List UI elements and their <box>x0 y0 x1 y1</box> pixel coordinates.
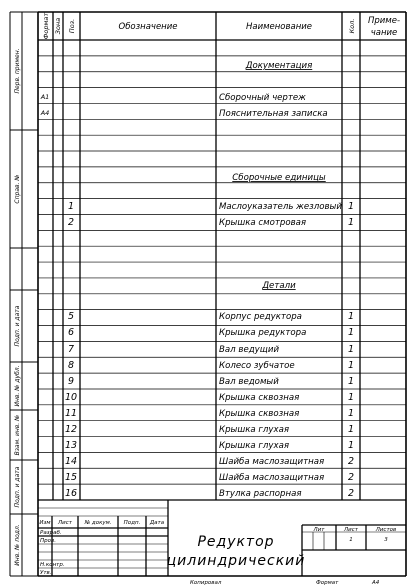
row-qty: 2 <box>347 488 355 499</box>
section-assembly-units: Сборочные единицы <box>232 173 326 183</box>
sidebar-ref-no: Справ. № <box>14 174 21 204</box>
row-pos: 9 <box>67 376 75 387</box>
table-row <box>65 440 354 451</box>
row-qty: 2 <box>347 456 355 467</box>
table-header <box>42 13 400 40</box>
row-name: Шайба маслозащитная <box>219 457 325 467</box>
table-row <box>68 311 354 322</box>
row-pos: 7 <box>67 344 75 355</box>
header-designation: Обозначение <box>118 22 178 32</box>
row-qty: 2 <box>347 472 355 483</box>
row-name: Крышка сквозная <box>219 393 300 403</box>
row-name: Крышка глухая <box>219 441 290 451</box>
footer-format-label: Формат <box>316 580 339 586</box>
tb-title-line2: цилиндрический <box>166 553 306 569</box>
row-name: Сборочный чертеж <box>219 93 306 103</box>
row-qty: 1 <box>347 376 355 387</box>
header-note-line1: Приме- <box>367 16 401 26</box>
tb-col-date: Дата <box>149 520 165 526</box>
row-qty: 1 <box>347 360 355 371</box>
row-qty: 1 <box>347 327 355 338</box>
table-row <box>68 360 354 371</box>
sidebar-sign-date-1: Подп. и дата <box>14 305 21 347</box>
row-qty: 1 <box>347 440 355 451</box>
row-name: Крышка смотровая <box>219 218 307 228</box>
title-block <box>38 500 406 576</box>
row-name: Корпус редуктора <box>219 312 302 322</box>
row-pos: 5 <box>67 311 75 322</box>
row-pos: 2 <box>67 217 75 228</box>
row-pos: 11 <box>64 408 78 419</box>
row-pos: 16 <box>64 488 78 499</box>
table-row <box>65 392 354 403</box>
tb-sheet-value: 1 <box>349 537 353 543</box>
row-pos: 6 <box>67 327 75 338</box>
row-qty: 1 <box>347 424 355 435</box>
table-row <box>65 488 354 499</box>
header-pos: Поз. <box>68 18 76 34</box>
row-name: Шайба маслозащитная <box>219 473 325 483</box>
row-format: А4 <box>40 109 50 117</box>
row-pos: 15 <box>64 472 78 483</box>
table-grid-rows <box>38 56 406 484</box>
tb-approved: Утв. <box>40 570 52 576</box>
sidebar-dup-inv: Инв. № дубл. <box>14 365 21 407</box>
sheet-footer <box>190 580 380 586</box>
sidebar-first-use: Перв. примен. <box>14 48 21 94</box>
table-row <box>68 327 354 338</box>
tb-col-doc-no: № докум. <box>84 520 112 526</box>
sidebar-sign-date-2: Подп. и дата <box>14 466 21 508</box>
row-name: Вал ведущий <box>219 345 280 355</box>
header-qty: Кол. <box>348 18 356 34</box>
table-row <box>40 109 328 119</box>
documentation-list <box>40 93 328 119</box>
sidebar-orig-inv: Инв. № подл. <box>14 524 21 566</box>
tb-lit-label: Лит <box>313 527 325 533</box>
tb-col-sign: Подп. <box>123 520 141 526</box>
footer-copied: Копировал <box>190 580 222 586</box>
tb-sheets-label: Листов <box>375 527 397 533</box>
header-note-line2: чание <box>370 28 398 38</box>
table-row <box>65 408 354 419</box>
tb-col-sheet: Лист <box>58 520 72 526</box>
row-name: Втулка распорная <box>219 489 302 499</box>
table-row <box>68 217 354 228</box>
tb-col-change: Изм <box>39 520 51 526</box>
tb-sheet-label: Лист <box>344 527 358 533</box>
table-row <box>65 456 354 467</box>
row-qty: 1 <box>347 392 355 403</box>
row-name: Маслоуказатель жезловый <box>219 202 342 212</box>
section-documentation: Документация <box>245 61 313 71</box>
table-row <box>65 472 354 483</box>
row-pos: 10 <box>64 392 78 403</box>
tb-title-line1: Редуктор <box>197 534 275 550</box>
header-name: Наименование <box>245 22 313 32</box>
row-pos: 1 <box>67 201 75 212</box>
row-name: Пояснительная записка <box>219 109 328 119</box>
row-name: Колесо зубчатое <box>219 361 295 371</box>
tb-developed: Разраб. <box>40 530 62 536</box>
table-row <box>68 376 354 387</box>
row-qty: 1 <box>347 217 355 228</box>
row-name: Крышка сквозная <box>219 409 300 419</box>
row-qty: 1 <box>347 311 355 322</box>
row-name: Вал ведомый <box>219 377 279 387</box>
row-pos: 14 <box>64 456 78 467</box>
table-row <box>65 424 354 435</box>
row-qty: 1 <box>347 344 355 355</box>
sidebar-replaces-inv: Взам. инв. № <box>14 414 21 456</box>
footer-format-value: А4 <box>372 580 380 586</box>
row-qty: 1 <box>347 201 355 212</box>
row-pos: 8 <box>67 360 75 371</box>
row-pos: 12 <box>64 424 78 435</box>
row-name: Крышка глухая <box>219 425 290 435</box>
row-format: А1 <box>40 93 50 101</box>
sidebar-labels <box>14 48 21 565</box>
table-row <box>68 201 354 212</box>
tb-checked: Пров. <box>40 538 56 544</box>
row-name: Крышка редуктора <box>219 328 307 338</box>
tb-sheets-value: 3 <box>384 537 388 543</box>
header-format: Формат <box>42 12 50 40</box>
section-details: Детали <box>262 281 296 291</box>
tb-norm-control: Н.контр. <box>40 562 65 568</box>
row-qty: 1 <box>347 408 355 419</box>
table-row <box>68 344 354 355</box>
row-pos: 13 <box>64 440 78 451</box>
header-zone: Зона <box>54 17 62 35</box>
